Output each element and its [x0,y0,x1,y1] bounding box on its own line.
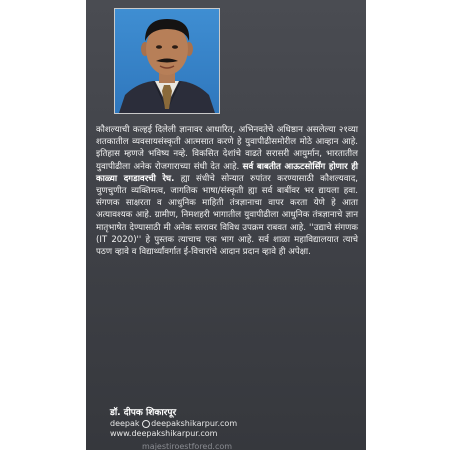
author-photo [114,8,220,114]
author-contact [110,419,237,439]
author-website[interactable]: www.deepakshikarpur.com [110,429,218,438]
back-cover-blurb [96,124,358,258]
back-cover [86,0,366,450]
author-portrait-image [115,9,219,113]
author-name: डॉ. दीपक शिकारपूर [110,408,177,418]
blurb-paragraph-1: कौशल्याची कल्हई दिलेली ज्ञानावर आधारित, अभिनवतेचे अधिष्ठान असलेल्या २१व्या शतकातील व्यवसायसंस्कृती आत्मसात करणे हे युवापीढीसमोरील मोठे आव्हान आहे. इतिहास म्हणजे भविष्य नव्हे. विकसित देशांचे वाढते सरासरी आयुर्मान, भारतातील युवापीढीला अनेक रोजगाराच्या संधी देत आहे. [96,125,358,172]
watermark-text: majestiroestfored.com [142,442,233,450]
blurb-highlight: सर्व बाबतीत आऊटसोर्सिंग होणार ही काळ्या दगडावरची रेघ. [96,161,359,184]
at-sign-icon [142,420,150,428]
blurb-paragraph-2: ह्या संधीचे सोन्यात रुपांतर करण्यासाठी कौशल्यवाद, चुणचुणीत व्यक्तिमत्व, जागतिक भाषा/संस्कृती ह्या सर्व बाबींवर भर द्यायला हवा. संगणक साक्षरता व आधुनिक माहिती तंत्रज्ञानाचा वापर करता येणे हे आता अत्यावश्यक आहे. ग्रामीण, निमशहरी भागातील युवापीढीला आधुनिक तंत्रज्ञानाचे ज्ञान मातृभाषेत देण्यासाठी मी अनेक स्तरावर विविध उपक्रम राबवत आहे. ''उद्याचे संगणक (IT 2020)'' हे पुस्तक त्याचाच एक भाग आहे. सर्व शाळा महाविद्यालयात त्याचे पठण व्हावे व विद्यार्थ्यांवर्गात ई-विचारांचे आदान प्रदान व्हावे ही अपेक्षा. [96,173,359,258]
author-email[interactable]: deepak deepakshikarpur.com [110,419,238,428]
